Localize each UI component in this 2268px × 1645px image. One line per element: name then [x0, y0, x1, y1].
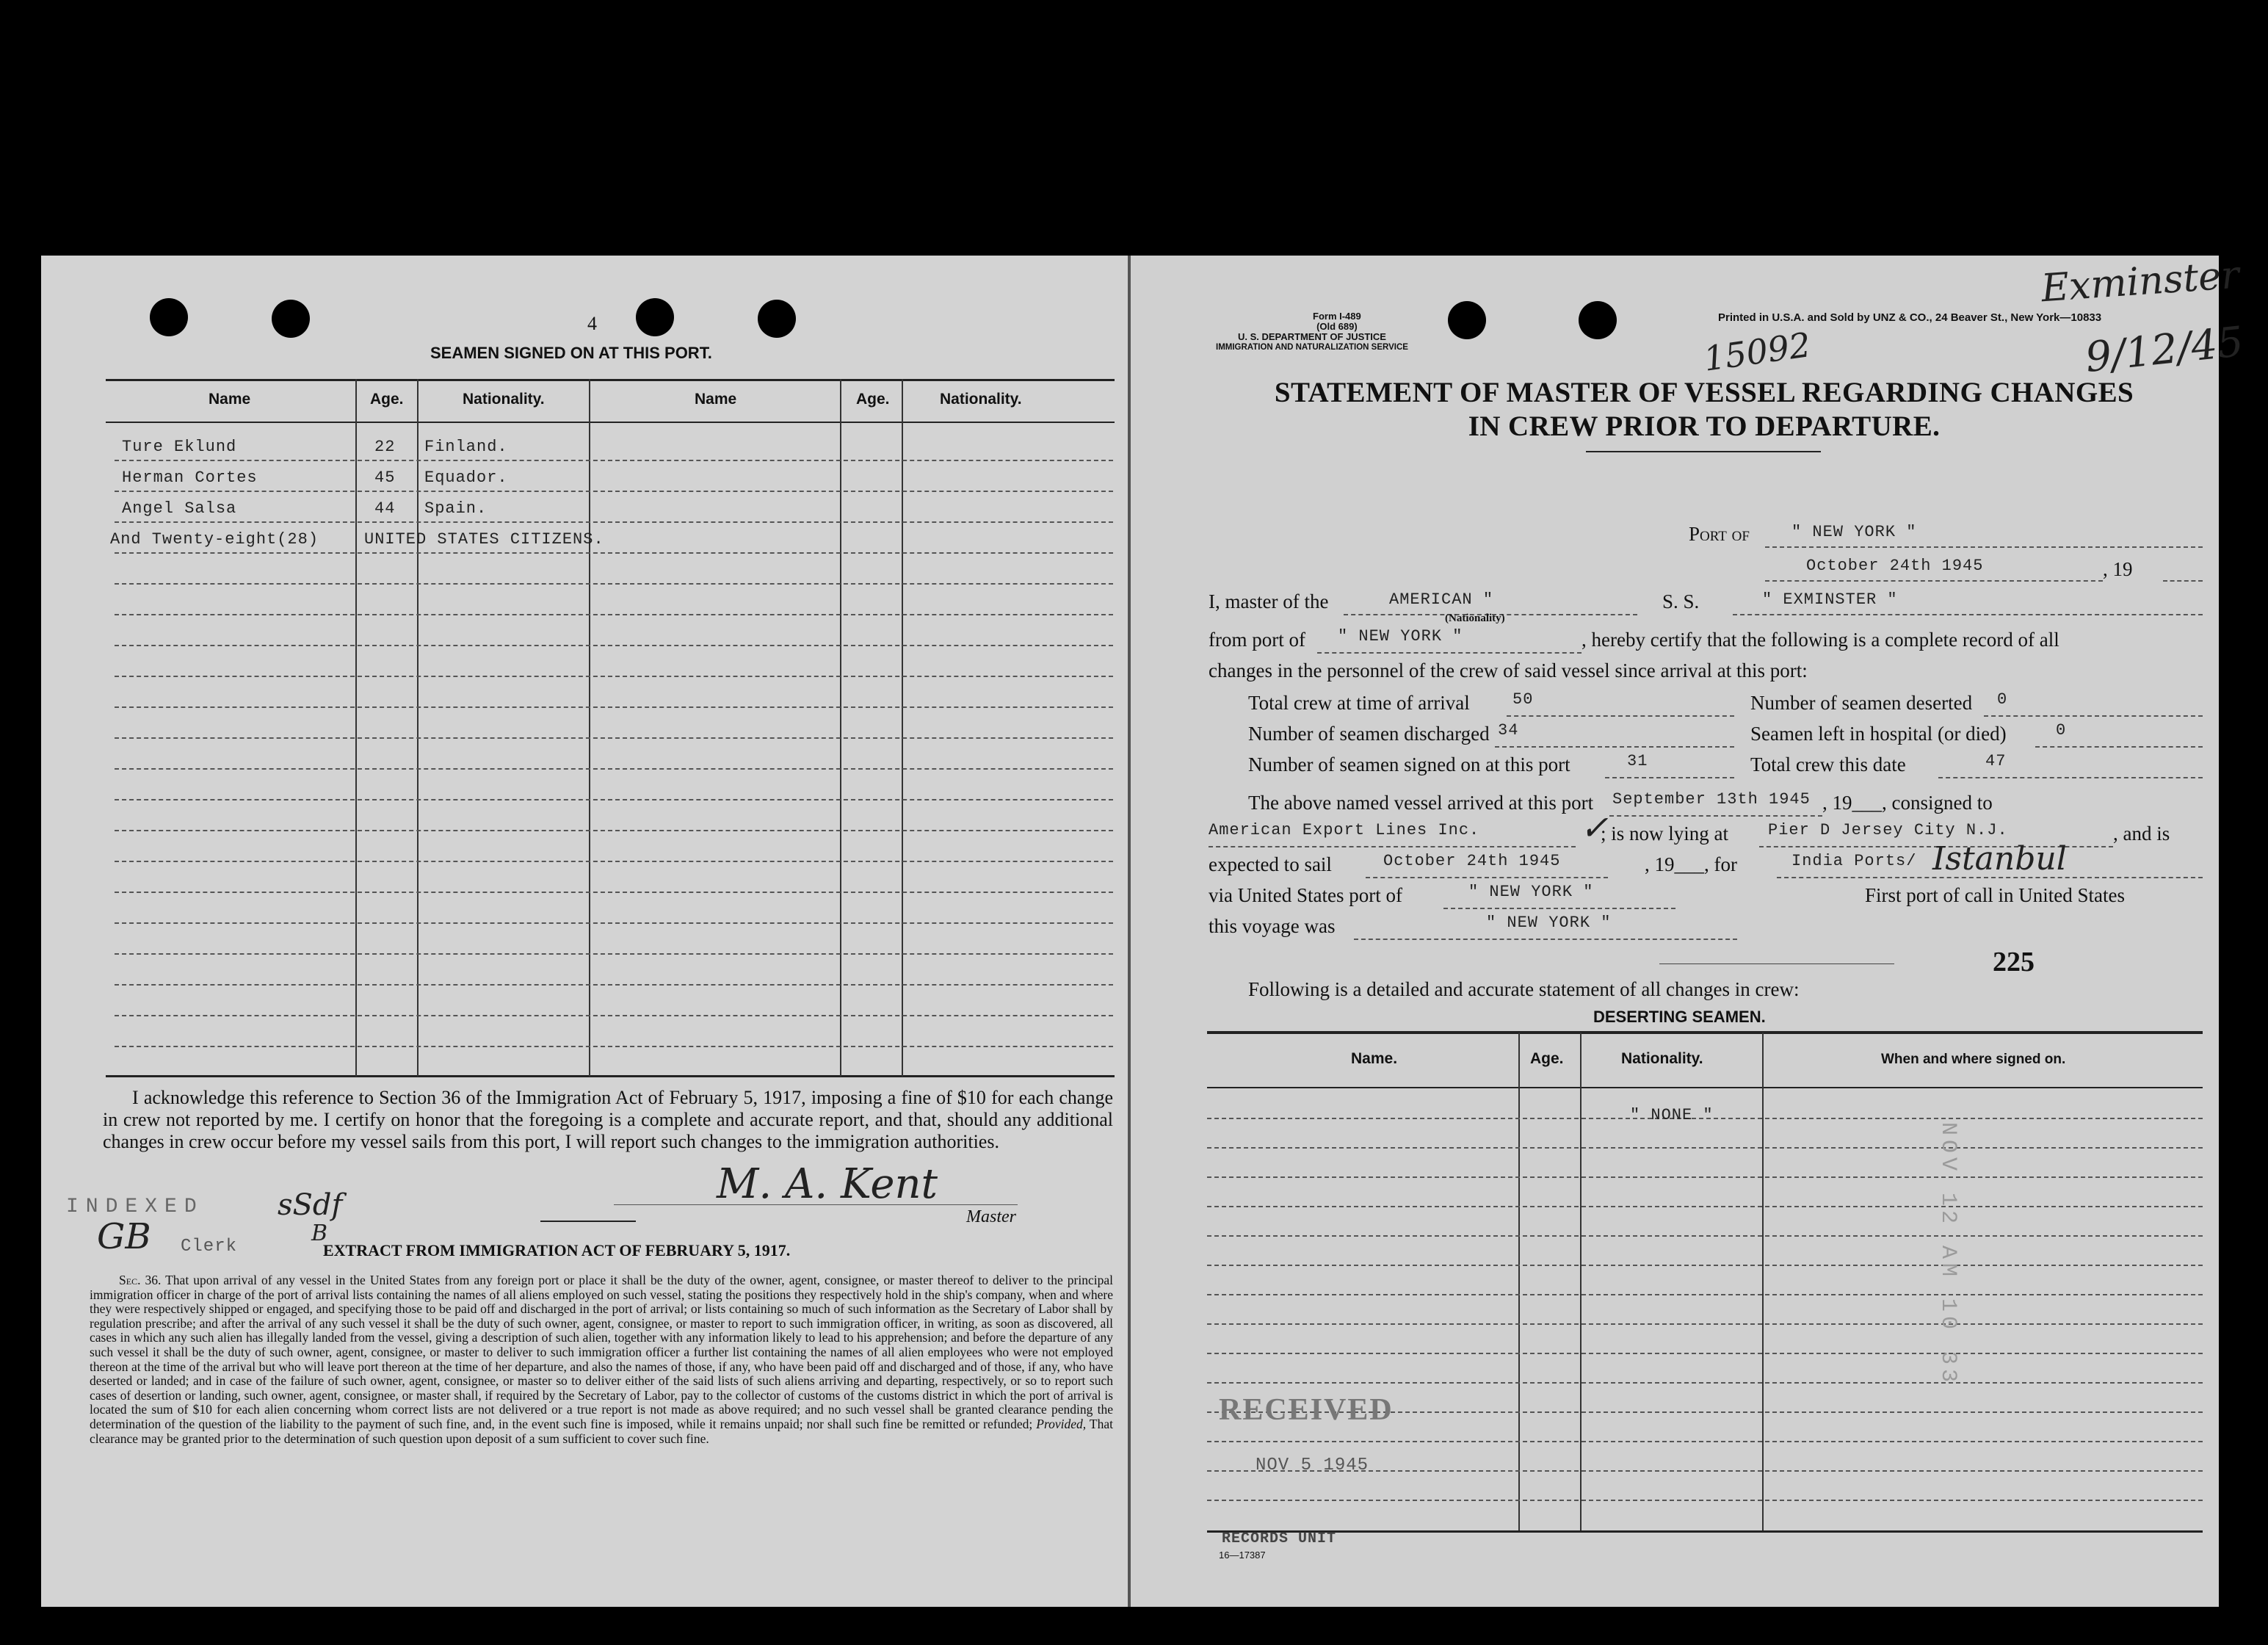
column-header-name-2: Name	[695, 391, 737, 408]
right-page	[1131, 253, 2246, 1607]
received-stamp: RECEIVED	[1219, 1393, 1394, 1427]
column-header-name: Name.	[1351, 1050, 1398, 1067]
ss-value: " EXMINSTER "	[1762, 590, 1898, 609]
master-signature: M. A. Kent	[717, 1160, 938, 1208]
following-label: Following is a detailed and accurate statement of all changes in crew:	[1248, 978, 1800, 1000]
hospital-label: Seamen left in hospital (or died)	[1750, 723, 2007, 745]
from-port-value: " NEW YORK "	[1338, 627, 1463, 646]
side-stamp: NOV 12 AM 10 33	[1935, 1122, 1960, 1387]
via-value: " NEW YORK "	[1468, 883, 1594, 901]
total-crew-date-value: 47	[1985, 752, 2007, 770]
form-number-block	[1313, 311, 1361, 332]
sail-value: October 24th 1945	[1383, 852, 1561, 870]
handwritten-initials: B	[311, 1221, 328, 1246]
nationality-value: AMERICAN "	[1389, 590, 1494, 609]
extract-text	[90, 1273, 1113, 1446]
handwritten-number: 15092	[1700, 325, 1814, 379]
via-label: via United States port of	[1209, 884, 1402, 906]
sail-label: expected to sail	[1209, 853, 1332, 875]
extract-tail: That clearance may be granted prior to the determination of such question upon deposit of a sum sufficient to cover such fine.	[90, 1416, 1113, 1446]
ss-label: S. S.	[1662, 590, 1700, 612]
consigned-label: , 19___, consigned to	[1822, 792, 1993, 814]
year-prefix: , 19	[2103, 558, 2133, 580]
column-header-age: Age.	[1530, 1050, 1564, 1067]
total-crew-arrival-value: 50	[1512, 690, 1534, 709]
consignee-value: American Export Lines Inc.	[1209, 821, 1480, 839]
port-of-label: Port of	[1689, 523, 1750, 545]
extract-body: That upon arrival of any vessel in the United States from any foreign port or place it shall be the duty of the owner, agent, consignee, or master thereof to deliver to the principal immigration officer in charge of the port of arrival lists containing the names of all aliens employed on such vessel, stating the positions they respectively hold in the ship's company, when and where they were respectively shipped or engaged, and specifying those to be paid off and discharged in the port of arrival; or lists containing so much of such information as the Secretary of Labor shall by regulation prescribe; and after the arrival of any such vessel it shall be the duty of such owner, agent, consignee, or master to report to such immigration officer, in writing, as soon as discovered, all cases in which any such alien has illegally landed from the vessel, giving a description of such alien, together with any information likely to lead to his apprehension; and before the departure of any such vessel it shall be the duty of such owner, agent, consignee, or master to deliver to such immigration officer a further list containing the names of all alien employees who were not employed thereon at the time of the arrival but who will leave port thereon at the time of her departure, and also the names of those, if any, who have been paid off and discharged and of those, if any, who have deserted or landed; and in case of the failure of such owner, agent, consignee, or master so to deliver either of the said lists of such aliens arriving and departing, respectively, or so to report such cases of desertion or landing, such owner, agent, consignee, or master shall, if required by the Secretary of Labor, pay to the collector of customs of the customs district in which the port of arrival is located the sum of $10 for each alien concerning whom correct lists are not delivered or a true report is not made as above required; and no such vessel shall be granted clearance pending the determination of the question of the liability to the payment of such fine, and, in the event such fine is imposed, while it remains unpaid; nor shall such fine be remitted or refunded;	[90, 1273, 1113, 1431]
punch-hole	[1579, 301, 1617, 339]
hospital-value: 0	[2056, 721, 2067, 740]
voyage-value: " NEW YORK "	[1486, 914, 1612, 932]
page-number: 4	[587, 313, 597, 334]
table-row-nationality: Spain.	[424, 499, 488, 518]
date-value: October 24th 1945	[1806, 557, 1984, 575]
section-heading: SEAMEN SIGNED ON AT THIS PORT.	[430, 344, 712, 362]
check-mark: ✓	[1580, 808, 1609, 847]
punch-hole	[272, 300, 310, 338]
received-date: NOV 5 1945	[1256, 1456, 1369, 1475]
master-label: Master	[966, 1207, 1016, 1226]
extract-title: EXTRACT FROM IMMIGRATION ACT OF FEBRUARY 5, 1917.	[323, 1241, 791, 1259]
deserted-label: Number of seamen deserted	[1750, 692, 1973, 714]
first-port-label: First port of call in United States	[1865, 884, 2125, 906]
total-crew-date-label: Total crew this date	[1750, 753, 1906, 776]
records-unit-stamp: RECORDS UNIT	[1222, 1530, 1337, 1547]
for-value: India Ports/	[1791, 852, 1917, 870]
column-header-nationality-2: Nationality.	[940, 391, 1022, 408]
desert-entry: " NONE "	[1630, 1106, 1714, 1124]
form-old: (Old 689)	[1316, 321, 1358, 332]
punch-hole	[636, 298, 674, 336]
certify-text: , hereby certify that the following is a complete record of all	[1582, 629, 2059, 651]
table-row-name: And Twenty-eight(28)	[110, 530, 319, 549]
deserted-value: 0	[1997, 690, 2008, 709]
arrived-value: September 13th 1945	[1612, 790, 1811, 809]
column-header-nationality: Nationality.	[1621, 1050, 1703, 1067]
column-header-nationality: Nationality.	[463, 391, 545, 408]
discharged-value: 34	[1498, 721, 1519, 740]
indexed-stamp: INDEXED	[66, 1196, 204, 1218]
master-of-label: I, master of the	[1209, 590, 1329, 612]
acknowledgement-text: I acknowledge this reference to Section 36 of the Immigration Act of February 5, 1917, imposing a fine of $10 for each change in crew not reported by me. I certify on honor that the foregoing is a complete and accurate report, and that, should any additional changes in crew occur before my vessel sails from this port, I will report such changes to the immigration authorities.	[103, 1087, 1113, 1152]
and-is: , and is	[2113, 822, 2170, 845]
changes-text: changes in the personnel of the crew of said vessel since arrival at this port:	[1209, 659, 1808, 682]
table-row-nationality: Equador.	[424, 469, 508, 487]
document-title	[1209, 376, 2200, 444]
section-label: Sec. 36.	[119, 1273, 162, 1287]
for-handwritten: Istanbul	[1932, 840, 2067, 878]
signed-on-label: Number of seamen signed on at this port	[1248, 753, 1570, 776]
total-crew-arrival-label: Total crew at time of arrival	[1248, 692, 1470, 714]
provided-label: Provided,	[1036, 1416, 1087, 1431]
lying-value: Pier D Jersey City N.J.	[1768, 821, 2008, 839]
handwritten-vessel-name: Exminster	[2040, 253, 2241, 311]
clerk-initials: GB	[97, 1216, 151, 1257]
table-row-age: 44	[374, 499, 396, 518]
lying-label: ; is now lying at	[1601, 822, 1728, 845]
column-header-age: Age.	[370, 391, 404, 408]
table-row-nationality: Finland.	[424, 438, 508, 456]
table-row-age: 22	[374, 438, 396, 456]
discharged-label: Number of seamen discharged	[1248, 723, 1490, 745]
punch-hole	[1448, 301, 1486, 339]
printer-note: Printed in U.S.A. and Sold by UNZ & CO., 24 Beaver St., New York—10833	[1718, 311, 2102, 324]
service: IMMIGRATION AND NATURALIZATION SERVICE	[1216, 343, 1408, 352]
table-row-name: Ture Eklund	[122, 438, 237, 456]
punch-hole	[758, 300, 796, 338]
title-line-2: IN CREW PRIOR TO DEPARTURE.	[1468, 411, 1941, 442]
stamp-number: 225	[1993, 947, 2035, 977]
handwritten-date: 9/12/45	[2083, 317, 2246, 383]
form-number: Form I-489	[1313, 311, 1361, 322]
left-page	[41, 256, 1129, 1607]
table-row-age: 45	[374, 469, 396, 487]
department: U. S. DEPARTMENT OF JUSTICE	[1237, 331, 1386, 342]
footer-code: 16—17387	[1219, 1550, 1266, 1561]
column-header-age-2: Age.	[856, 391, 890, 408]
table-row-name: Angel Salsa	[122, 499, 237, 518]
port-of-value: " NEW YORK "	[1791, 523, 1917, 541]
column-header-name: Name	[209, 391, 251, 408]
table-row-nationality: UNITED STATES CITIZENS.	[364, 530, 604, 549]
signed-on-value: 31	[1627, 752, 1648, 770]
title-line-1: STATEMENT OF MASTER OF VESSEL REGARDING CHANGES	[1274, 377, 2134, 408]
punch-hole	[150, 298, 188, 336]
clerk-label: Clerk	[181, 1237, 238, 1257]
deserting-heading: DESERTING SEAMEN.	[1593, 1008, 1766, 1026]
department-block	[1216, 332, 1408, 352]
arrived-label: The above named vessel arrived at this port	[1248, 792, 1594, 814]
voyage-label: this voyage was	[1209, 915, 1336, 937]
table-row-name: Herman Cortes	[122, 469, 258, 487]
column-header-when-where: When and where signed on.	[1881, 1052, 2066, 1067]
handwritten-initials: sSdf	[278, 1188, 343, 1222]
from-port-label: from port of	[1209, 629, 1305, 651]
nationality-caption: (Nationality)	[1445, 612, 1505, 624]
for-label: , 19___, for	[1645, 853, 1737, 875]
